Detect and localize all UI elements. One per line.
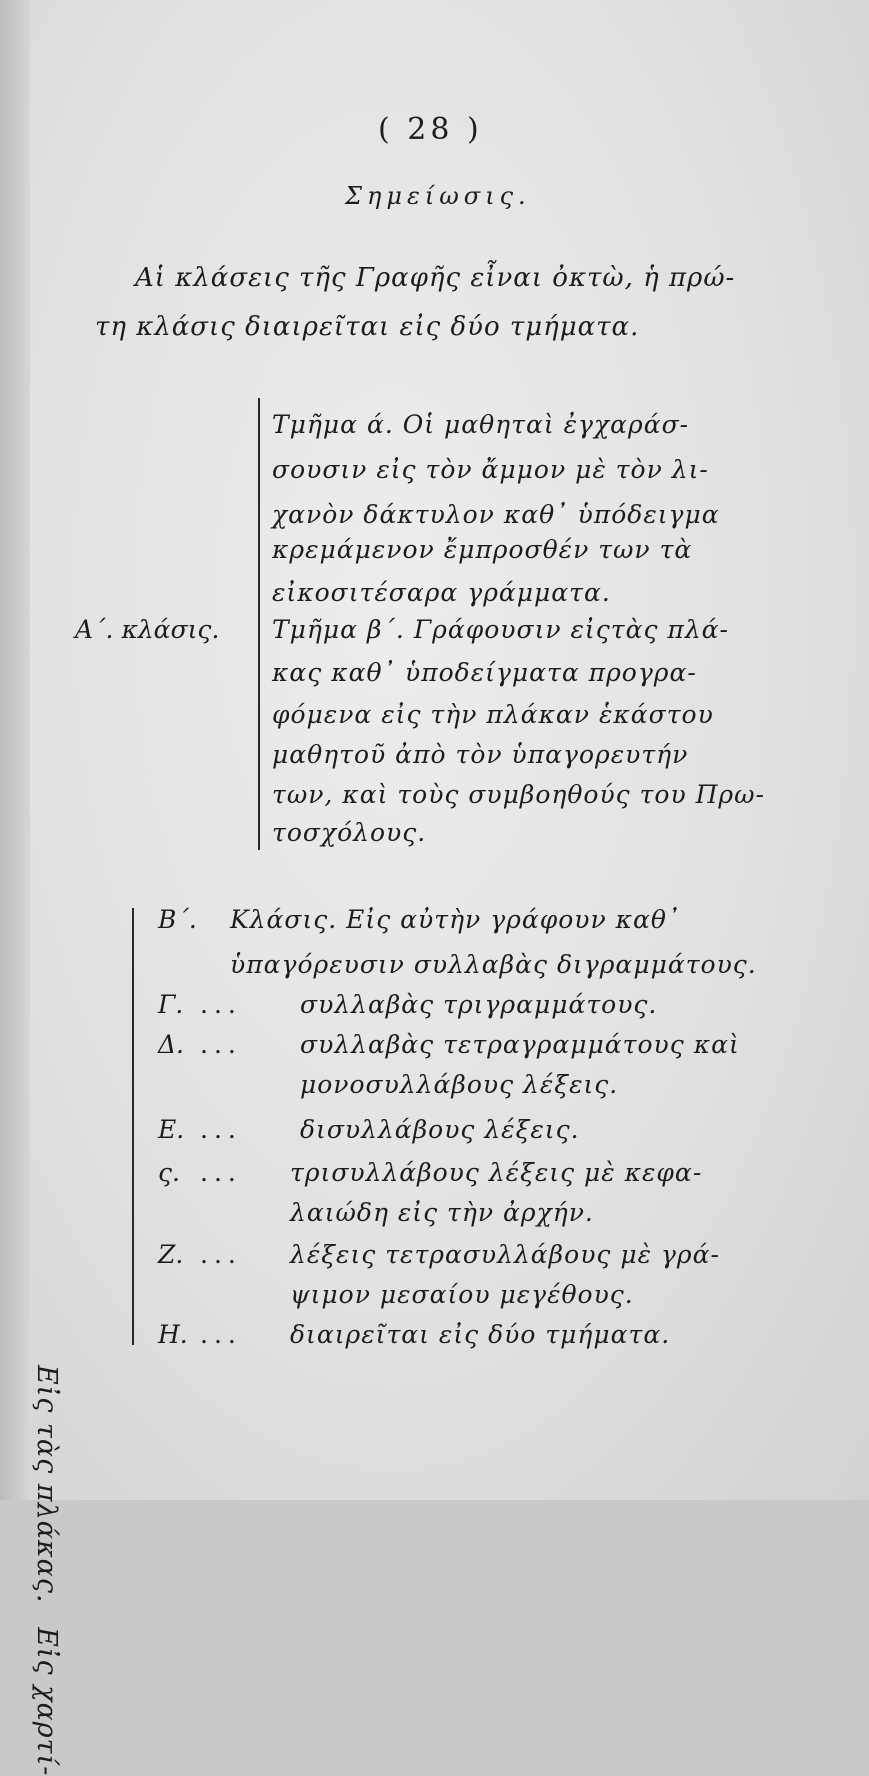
class-letter-b: Β΄. <box>158 905 197 934</box>
leader-dots: ... <box>200 1030 242 1059</box>
class-stigma-line: τρισυλλάβους λέξεις μὲ κεφα- <box>290 1158 703 1187</box>
class-z-line: λέξεις τετρασυλλάβους μὲ γρά- <box>290 1240 720 1269</box>
class-letter-z: Ζ. <box>158 1240 184 1269</box>
leader-dots: ... <box>200 990 242 1019</box>
class-a-line: φόμενα εἰς τὴν πλάκαν ἑκάστου <box>272 700 714 729</box>
class-letter-e: Ε. <box>158 1115 185 1144</box>
class-a-line: χανὸν δάκτυλον καθ᾽ ὑπόδειγμα <box>272 500 720 529</box>
page-number: ( 28 ) <box>378 112 483 147</box>
side-label-slates: Εἰς τὰς πλάκας. <box>31 1365 62 1604</box>
leader-dots: ... <box>200 1240 242 1269</box>
leader-dots: ... <box>200 1158 242 1187</box>
intro-line-2: τη κλάσις διαιρεῖται εἰς δύο τμήματα. <box>95 312 640 342</box>
class-e-line: δισυλλάβους λέξεις. <box>300 1115 580 1144</box>
class-h-line: διαιρεῖται εἰς δύο τμήματα. <box>290 1320 671 1349</box>
class-a-label: Α΄. κλάσις. <box>75 615 220 644</box>
class-letter-h: Η. <box>158 1320 188 1349</box>
class-letter-stigma: ς. <box>158 1158 180 1187</box>
class-g-line: συλλαβὰς τριγραμμάτους. <box>300 990 658 1019</box>
class-stigma-line: λαιώδη εἰς τὴν ἀρχήν. <box>290 1198 594 1227</box>
side-label <box>31 1365 62 1776</box>
side-label-paper: Εἰς χαρτί- <box>31 1627 62 1776</box>
section-heading: Σημείωσις. <box>345 182 531 210</box>
class-a-line: κας καθ᾽ ὑποδείγματα προγρα- <box>272 658 697 687</box>
class-letter-g: Γ. <box>158 990 184 1019</box>
leader-dots: ... <box>200 1115 242 1144</box>
classes-brace <box>132 908 134 1345</box>
class-a-line: τοσχόλους. <box>272 818 427 847</box>
class-a-line: Τμῆμα ά. Οἱ μαθηταὶ ἐγχαράσ- <box>272 410 690 439</box>
page-gutter-shadow <box>0 0 30 1500</box>
class-d-line: μονοσυλλάβους λέξεις. <box>300 1070 619 1099</box>
class-b-line: ὑπαγόρευσιν συλλαβὰς διγραμμάτους. <box>230 950 757 979</box>
class-a-line: κρεμάμενον ἔμπροσθέν των τὰ <box>272 535 693 564</box>
class-letter-d: Δ. <box>158 1030 185 1059</box>
class-a-line: μαθητοῦ ἀπὸ τὸν ὑπαγορευτήν <box>272 740 689 769</box>
class-d-line: συλλαβὰς τετραγραμμάτους καὶ <box>300 1030 740 1059</box>
class-a-line: σουσιν εἰς τὸν ἄμμον μὲ τὸν λι- <box>272 455 709 484</box>
class-a-line: Τμῆμα β΄. Γράφουσιν εἰςτὰς πλά- <box>272 615 730 644</box>
class-a-brace <box>258 398 260 850</box>
intro-line-1: Αἱ κλάσεις τῆς Γραφῆς εἶναι ὀκτὼ, ἡ πρώ- <box>135 263 736 293</box>
class-z-line: ψιμον μεσαίου μεγέθους. <box>290 1280 634 1309</box>
class-a-line: εἰκοσιτέσαρα γράμματα. <box>272 578 611 607</box>
class-b-line: Κλάσις. Εἰς αὐτὴν γράφουν καθ᾽ <box>230 905 681 934</box>
class-a-line: των, καὶ τοὺς συμβοηθούς του Πρω- <box>272 780 765 809</box>
leader-dots: ... <box>200 1320 242 1349</box>
